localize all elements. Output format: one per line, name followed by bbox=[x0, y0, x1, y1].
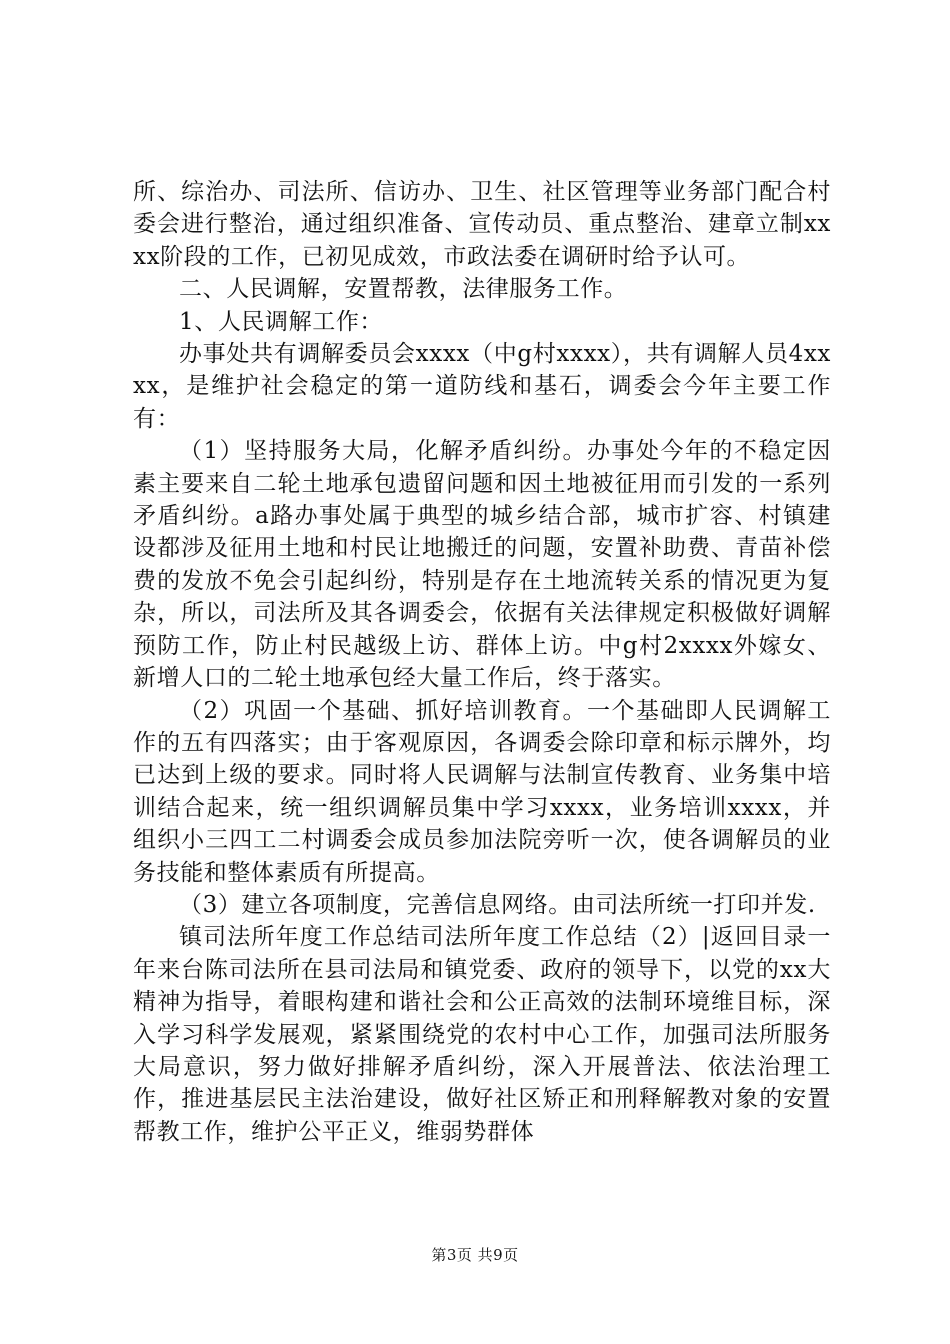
paragraph-item-3: （3）建立各项制度，完善信息网络。由司法所统一打印并发. bbox=[179, 891, 816, 918]
page-number-footer: 第3页 共9页 bbox=[431, 1246, 519, 1264]
paragraph-continuation: 所、综治办、司法所、信访办、卫生、社区管理等业务部门配合村委会进行整治，通过组织准备、宣传动员、重点整治、建章立制xxxx阶段的工作，已初见成效，市政法委在调研时给予认可。 bbox=[133, 179, 831, 270]
section-heading: 二、人民调解，安置帮教，法律服务工作。 bbox=[179, 276, 628, 303]
paragraph-mediation-overview: 办事处共有调解委员会xxxx（中g村xxxx），共有调解人员4xxxx，是维护社会稳定的第一道防线和基石，调委会今年主要工作有： bbox=[133, 341, 831, 432]
paragraph-item-1: （1）坚持服务大局，化解矛盾纠纷。办事处今年的不稳定因素主要来自二轮土地承包遗留问题和因土地被征用而引发的一系列矛盾纠纷。a路办事处属于典型的城乡结合部，城市扩容、村镇建设都涉及征用土地和村民让地搬迁的问题，安置补助费、青苗补偿费的发放不免会引起纠纷，特别是存在土地流转关系的情况更为复杂，所以，司法所及其各调委会，依据有关法律规定积极做好调解预防工作，防止村民越级上访、群体上访。中g村2xxxx外嫁女、新增人口的二轮土地承包经大量工作后，终于落实。 bbox=[133, 438, 831, 692]
paragraph-annual-summary: 镇司法所年度工作总结司法所年度工作总结（2）|返回目录一年来台陈司法所在县司法局和镇党委、政府的领导下，以党的xx大精神为指导，着眼构建和谐社会和公正高效的法制环境维目标，深入学习科学发展观，紧紧围绕党的农村中心工作，加强司法所服务大局意识，努力做好排解矛盾纠纷，深入开展普法、依法治理工作，推进基层民主法治建设，做好社区矫正和刑释解教对象的安置帮教工作，维护公平正义，维弱势群体 bbox=[133, 924, 831, 1145]
subsection-heading: 1、人民调解工作： bbox=[179, 308, 384, 335]
paragraph-item-2: （2）巩固一个基础、抓好培训教育。一个基础即人民调解工作的五有四落实；由于客观原因，各调委会除印章和标示牌外，均已达到上级的要求。同时将人民调解与法制宣传教育、业务集中培训结合起来，统一组织调解员集中学习xxxx，业务培训xxxx，并组织小三四工二村调委会成员参加法院旁听一次，使各调解员的业务技能和整体素质有所提高。 bbox=[133, 697, 831, 886]
document-body bbox=[133, 176, 831, 1148]
